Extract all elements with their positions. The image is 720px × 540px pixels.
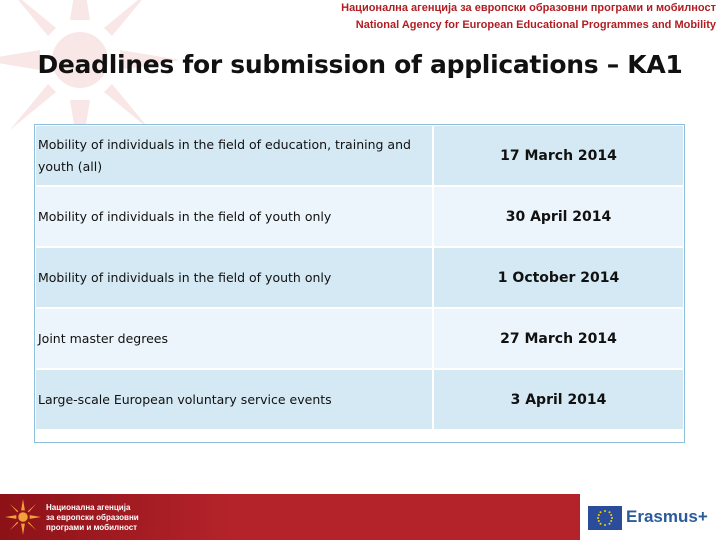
row-deadline: 27 March 2014 bbox=[433, 308, 684, 369]
agency-footer-line: за европски образовни bbox=[46, 513, 139, 522]
agency-sun-logo-icon bbox=[4, 498, 42, 536]
table-row bbox=[35, 369, 684, 430]
table-row bbox=[35, 247, 684, 308]
erasmus-brand: Erasmus+ bbox=[626, 507, 708, 526]
row-deadline: 30 April 2014 bbox=[433, 186, 684, 247]
page-title: Deadlines for submission of applications – KA1 bbox=[37, 50, 683, 79]
agency-header-mk: Национална агенција за европски образовни програми и мобилност bbox=[341, 2, 716, 14]
row-deadline: 17 March 2014 bbox=[433, 125, 684, 186]
eu-flag-icon bbox=[588, 506, 622, 530]
row-deadline: 3 April 2014 bbox=[433, 369, 684, 430]
row-description: Mobility of individuals in the field of education, training and youth (all) bbox=[35, 125, 433, 186]
agency-footer-line: Национална агенција bbox=[46, 503, 131, 512]
row-description: Mobility of individuals in the field of youth only bbox=[35, 247, 433, 308]
agency-footer-name bbox=[46, 503, 139, 533]
agency-header-en: National Agency for European Educational Programmes and Mobility bbox=[355, 19, 716, 31]
row-description: Joint master degrees bbox=[35, 308, 433, 369]
deadlines-table bbox=[34, 124, 685, 431]
table-row bbox=[35, 125, 684, 186]
agency-header bbox=[341, 0, 716, 34]
row-description: Large-scale European voluntary service events bbox=[35, 369, 433, 430]
table-row bbox=[35, 308, 684, 369]
footer-agency-band bbox=[0, 494, 580, 540]
erasmus-logo bbox=[580, 494, 720, 540]
row-deadline: 1 October 2014 bbox=[433, 247, 684, 308]
table-row bbox=[35, 186, 684, 247]
row-description: Mobility of individuals in the field of youth only bbox=[35, 186, 433, 247]
footer bbox=[0, 494, 720, 540]
agency-footer-line: програми и мобилност bbox=[46, 523, 138, 532]
